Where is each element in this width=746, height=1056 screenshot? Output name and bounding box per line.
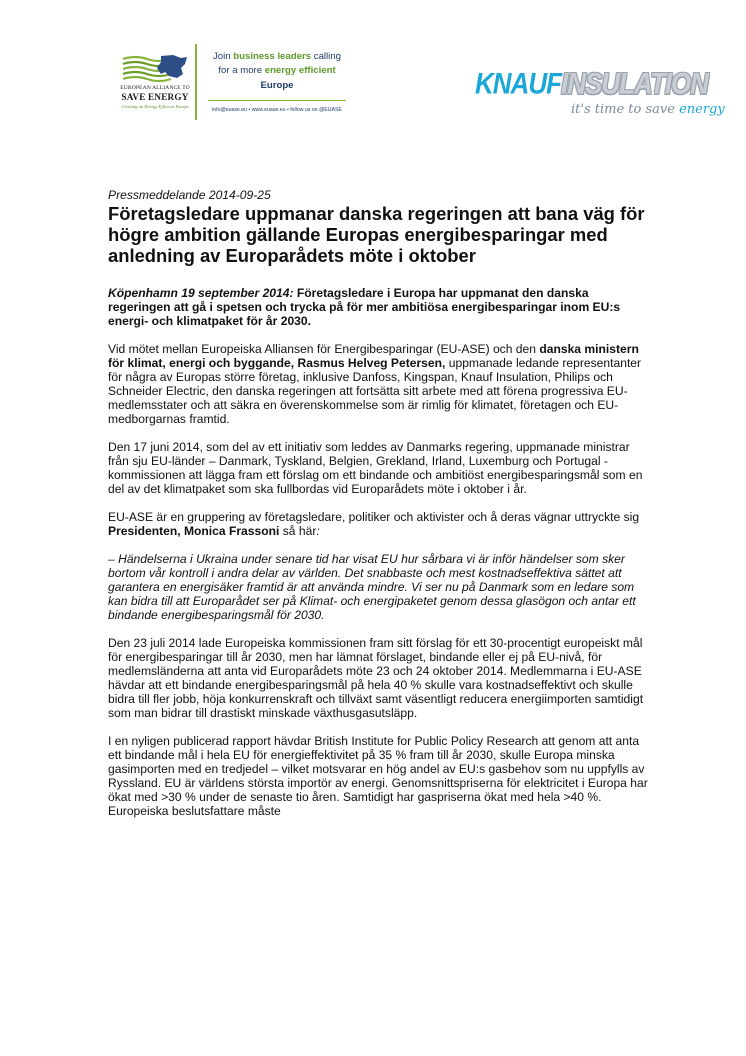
campaign-line-3: Europe (260, 80, 294, 91)
euase-tagline: Creating an Energy Efficient Europe (121, 104, 189, 109)
press-release-body (108, 188, 648, 818)
lead-place: Köpenhamn 19 september 2014: (108, 286, 294, 300)
letterhead (0, 0, 746, 130)
logo-divider (195, 44, 197, 120)
lead-text: Företagsledare i Europa har uppmanat den danska regeringen att gå i spetsen och trycka på för mer ambitiösa energibesparingar inom EU:s energi- och klimatpaket för år 2030. (108, 286, 621, 328)
paragraph-meeting: Vid mötet mellan Europeiska Alliansen för Energibesparingar (EU-ASE) och den danska ministern för klimat, energi och byggande, Rasmus Helveg Petersen, uppmanade ledande representanter för några av Europas större företag, inklusive Danfoss, Kingspan, Knauf Insulation, Philips och Schneider Electric, den danska regeringen att fortsätta sitt arbete med att förena progressiva EU-medlemsstater och att säkra en överenskommelse som är rimlig för klimatet, företagen och EU-medborgarnas framtid. (108, 342, 642, 426)
dateline: Pressmeddelande 2014-09-25 (108, 188, 271, 202)
knauf-slogan: it's time to save energy (571, 102, 725, 117)
paragraph-commission: Den 23 juli 2014 lade Europeiska kommissionen fram sitt förslag för ett 30-procentigt europeiskt mål för energibesparingar till år 2030, men har lämnat förslaget, bindande eller ej på EU-nivå, för medlemsländerna att anta vid Europarådets möte 23 och 24 oktober 2014. Medlemmarna i EU-ASE hävdar att ett bindande energibesparingsmål på hela 40 % skulle vara kostnadseffektivt och skulle bidra till fler jobb, höja konkurrenskraft och tillväxt samt väsentligt reducera energiimporten samtidigt som man bidrar till drastiskt minskade växthusgasutsläpp. (108, 636, 644, 720)
campaign-banner (202, 48, 352, 120)
page-title: Företagsledare uppmanar danska regeringen att bana väg för högre ambition gällande Europas energibesparingar med anledning av Europarådets möte i oktober (108, 203, 645, 266)
knauf-insulation-logo (475, 66, 725, 120)
minister-name: danska ministern för klimat, energi och byggande, Rasmus Helveg Petersen, (108, 342, 639, 370)
paragraph-ministers: Den 17 juni 2014, som del av ett initiativ som leddes av Danmarks regering, uppmanade ministrar från sju EU-länder – Danmark, Tyskland, Belgien, Grekland, Irland, Luxemburg och Portugal - kommissionen att lägga fram ett förslag om ett bindande och ambitiöst energibesparingsmål som en del av det klimatpaket som ska fullbordas vid Europarådets möte i oktober i år. (108, 440, 643, 496)
paragraph-euase: EU-ASE är en gruppering av företagsledare, politiker och aktivister och å deras vägnar uttryckte sig Presidenten, Monica Frassoni så här: (108, 510, 640, 538)
euase-flag-icon (121, 54, 189, 82)
paragraph-report: I en nyligen publicerad rapport hävdar British Institute for Public Policy Research att genom att anta ett bindande mål i hela EU för energieffektivitet på 35 % fram till år 2030, skulle Europa minska gasimporten med en tredjedel – vilket motsvarar en hög andel av EU:s gasbehov som nu uppfylls av Ryssland. EU är världens största importör av energi. Genomsnittspriserna för elektricitet i Europa har ökat med >30 % under de senaste tio åren. Samtidigt har gaspriserna ökat med hela >40 %. Europeiska beslutsfattare måste (108, 734, 648, 818)
euase-top-text: EUROPEAN ALLIANCE TO (120, 85, 190, 91)
president-name: Presidenten, Monica Frassoni (108, 524, 280, 538)
knauf-wordmark: KNAUFINSULATION (475, 66, 708, 101)
campaign-line-2: for a more energy efficient (218, 65, 336, 76)
campaign-contact: info@euase.eu • www.euase.eu • follow us on @EUASE (212, 107, 342, 113)
euase-name: SAVE ENERGY (121, 92, 189, 102)
lead-paragraph (108, 286, 648, 328)
campaign-rule (208, 100, 346, 101)
euase-logo (118, 46, 192, 120)
campaign-line-1: Join business leaders calling (213, 51, 341, 62)
president-quote: – Händelserna i Ukraina under senare tid har visat EU hur sårbara vi är inför händelser som sker bortom vår kontroll i andra delar av världen. Det snabbaste och mest kostnadseffektiva sättet att garantera en energisäker framtid är att använda mindre. Vi ser nu på Danmark som en ledare som kan bidra till att Europarådet ser på Klimat- och energipaketet genom dessa glasögon och antar ett bindande energibesparingsmål för 2030. (108, 552, 636, 622)
